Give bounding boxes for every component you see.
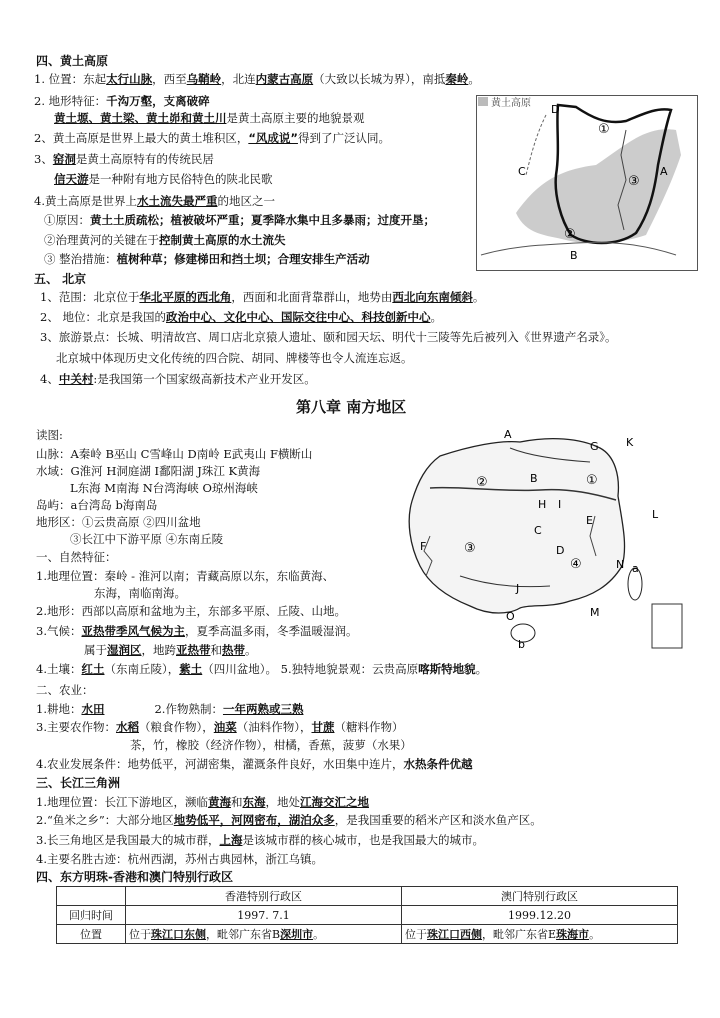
- beijing-hutong: 北京城中体现历史文化传统的四合院、胡同、牌楼等也令人流连忘返。: [56, 351, 413, 365]
- south-location: 1.地理位置：秦岭 - 淮河以南；青藏高原以东，东临黄海、: [36, 569, 335, 583]
- map-label-D: D: [551, 103, 560, 116]
- section-heading-loess: 四、黄土高原: [36, 54, 109, 68]
- map-label-B: B: [570, 249, 578, 262]
- map-label-a: a: [632, 562, 639, 575]
- map-label-L: L: [652, 508, 659, 521]
- map-label-4: ④: [570, 557, 582, 572]
- nature-heading: 一、自然特征：: [36, 550, 117, 564]
- agri-heading: 二、农业：: [36, 683, 94, 697]
- regions-list-1: 地形区：①云贵高原 ②四川盆地: [36, 515, 201, 529]
- map-label-A: A: [504, 428, 512, 441]
- agri-crops-2: 茶，竹，橡胶（经济作物），柑橘，香蕉，菠萝（水果）: [130, 738, 412, 752]
- waters-list-2: L东海 M南海 N台湾海峡 O琼州海峡: [70, 481, 258, 495]
- table-header-cell: 香港特别行政区: [126, 887, 402, 906]
- map-label-b: b: [518, 638, 525, 651]
- yrd-fish-rice: 2.“鱼米之乡”：大部分地区地势低平，河网密布，湖泊众多，是我国重要的稻米产区和淡水鱼产区。: [36, 813, 542, 827]
- map-label-D: D: [556, 544, 565, 557]
- map-label-E: E: [586, 514, 593, 527]
- map-label-F: F: [420, 540, 427, 553]
- loess-terrain: 2. 地形特征：千沟万壑，支离破碎: [34, 94, 210, 108]
- map-label-1: ①: [598, 122, 610, 137]
- table-cell: 位置: [57, 925, 126, 944]
- waters-list-1: 水域：G淮河 H洞庭湖 I鄱阳湖 J珠江 K黄海: [36, 464, 261, 478]
- map-label-O: O: [506, 610, 515, 623]
- map-label-J: J: [516, 582, 520, 595]
- mountains-list: 山脉：A秦岭 B巫山 C雪峰山 D南岭 E武夷山 F横断山: [36, 447, 313, 461]
- chapter-title: 第八章 南方地区: [296, 398, 407, 416]
- agri-land: 1.耕地：水田 2.作物熟制：一年两熟或三熟: [36, 702, 304, 716]
- hk-position-cell: 位于珠江口东侧，毗邻广东省B深圳市。: [126, 925, 402, 944]
- table-header-cell: [57, 887, 126, 906]
- beijing-status: 2、 地位：北京是我国的政治中心、文化中心、国际交往中心、科技创新中心。: [40, 310, 442, 324]
- table-cell: 回归时间: [57, 906, 126, 925]
- map-label-I: I: [558, 498, 562, 511]
- loess-cave-dwelling: 3、窑洞是黄土高原特有的传统民居: [34, 152, 214, 166]
- south-climate: 3.气候：亚热带季风气候为主，夏季高温多雨，冬季温暖湿润。: [36, 624, 358, 638]
- table-cell: 1997. 7.1: [126, 906, 402, 925]
- islands-list: 岛屿：a台湾岛 b海南岛: [36, 498, 158, 512]
- table-cell: 1999.12.20: [402, 906, 678, 925]
- map-label-1: ①: [586, 473, 598, 488]
- read-map-label: 读图:: [36, 428, 63, 442]
- macao-position-cell: 位于珠江口西侧，毗邻广东省E珠海市。: [402, 925, 678, 944]
- section-heading-beijing: 五、 北京: [34, 272, 87, 286]
- south-sea-inset: [652, 604, 682, 648]
- table-header-cell: 澳门特别行政区: [402, 887, 678, 906]
- south-location-2: 东海，南临南海。: [94, 586, 186, 600]
- loess-erosion: 4.黄土高原是世界上水土流失最严重的地区之一: [34, 194, 275, 208]
- loess-folk-song: 信天游是一种附有地方民俗特色的陕北民歌: [54, 172, 273, 186]
- agri-crops: 3.主要农作物：水稻（粮食作物），油菜（油料作物），甘蔗（糖料作物）: [36, 720, 404, 734]
- loess-erosion-cause: ①原因：黄土土质疏松；植被破坏严重；夏季降水集中且多暴雨；过度开垦；: [44, 213, 435, 227]
- yrd-city: 3.长三角地区是我国最大的城市群，上海是该城市群的核心城市，也是我国最大的城市。: [36, 833, 484, 847]
- yrd-heading: 三、长江三角洲: [36, 776, 121, 790]
- yrd-sites: 4.主要名胜古迹：杭州西湖，苏州古典园林，浙江乌镇。: [36, 852, 323, 866]
- hk-macao-heading: 四、东方明珠-香港和澳门特别行政区: [36, 870, 233, 884]
- loess-erosion-key: ②治理黄河的关键在于控制黄土高原的水土流失: [44, 233, 286, 247]
- loess-location: 1. 位置：东起太行山脉，西至乌鞘岭，北连内蒙古高原（大致以长城为界），南抵秦岭。: [34, 72, 480, 86]
- loess-erosion-measures: ③ 整治措施：植树种草；修建梯田和挡土坝；合理安排生产活动: [44, 252, 370, 266]
- loess-plateau-map: [476, 95, 698, 271]
- hk-macao-table: [56, 886, 678, 944]
- map-legend: 黄土高原: [491, 98, 531, 109]
- map-label-2: ②: [476, 475, 488, 490]
- south-climate-2: 属于湿润区，地跨亚热带和热带。: [84, 643, 257, 657]
- yrd-location: 1.地理位置：长江下游地区，濒临黄海和东海，地处江海交汇之地: [36, 795, 369, 809]
- loess-deposit: 2、黄土高原是世界上最大的黄土堆积区，“风成说”得到了广泛认同。: [34, 131, 390, 145]
- map-label-N: N: [616, 558, 625, 571]
- map-label-C: C: [518, 165, 526, 178]
- south-terrain: 2.地形：西部以高原和盆地为主，东部多平原、丘陵、山地。: [36, 604, 346, 618]
- map-label-A: A: [660, 165, 668, 178]
- map-label-B: B: [530, 472, 538, 485]
- table-row: [57, 906, 678, 925]
- map-label-M: M: [590, 606, 600, 619]
- map-label-3: ③: [464, 541, 476, 556]
- map-label-K: K: [626, 436, 634, 449]
- map-label-H: H: [538, 498, 547, 511]
- beijing-range: 1、范围：北京位于华北平原的西北角，西面和北面背靠群山，地势由西北向东南倾斜。: [40, 290, 485, 304]
- beijing-zhongguancun: 4、中关村:是我国第一个国家级高新技术产业开发区。: [40, 372, 316, 386]
- legend-swatch: [478, 97, 488, 106]
- regions-list-2: ③长江中下游平原 ④东南丘陵: [70, 532, 224, 546]
- south-soil: 4.土壤：红土（东南丘陵），紫土（四川盆地）。 5.独特地貌景观：云贵高原喀斯特地貌。: [36, 662, 488, 676]
- loess-landforms: 黄土塬、黄土梁、黄土峁和黄土川是黄土高原主要的地貌景观: [54, 111, 365, 125]
- south-china-map: [400, 426, 690, 652]
- table-row: [57, 925, 678, 944]
- agri-conditions: 4.农业发展条件：地势低平，河湖密集，灌溉条件良好，水田集中连片，水热条件优越: [36, 757, 473, 771]
- table-header-row: [57, 887, 678, 906]
- beijing-sites: 3、旅游景点：长城、明清故宫、周口店北京猿人遗址、颐和园天坛、明代十三陵等先后被列入《世界遗产名录》。: [40, 330, 617, 344]
- map-label-3: ③: [628, 174, 640, 189]
- map-label-2: ②: [564, 227, 576, 242]
- map-label-G: G: [590, 440, 599, 453]
- map-label-C: C: [534, 524, 542, 537]
